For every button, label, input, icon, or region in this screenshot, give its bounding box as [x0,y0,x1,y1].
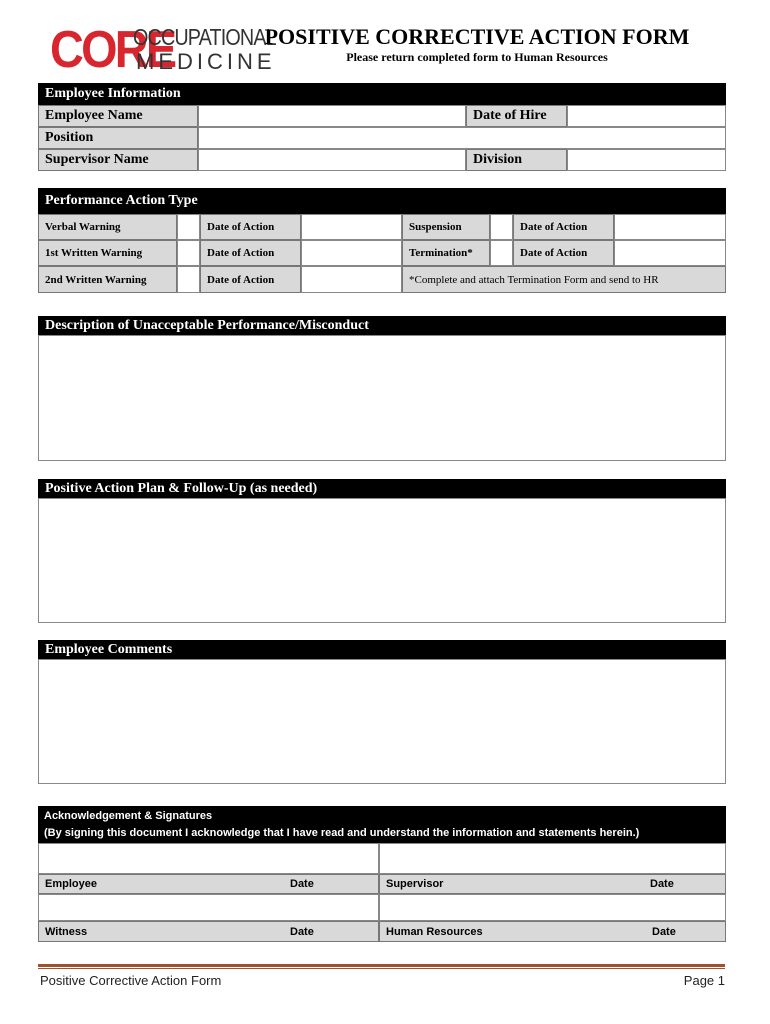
verbal-date-label: Date of Action [200,214,301,240]
termination-label: Termination* [402,240,490,266]
section-title: Employee Comments [45,641,173,657]
footer-page-number: Page 1 [683,973,725,988]
logo-medicine-text: MEDICINE [136,49,276,74]
witness-date-label: Date [290,925,314,938]
employee-comments-textarea[interactable] [38,659,726,784]
employee-label: Employee [45,878,97,890]
section-title: Performance Action Type [45,193,198,208]
description-header [38,316,726,335]
verbal-warning-label: Verbal Warning [38,214,177,240]
supervisor-name-field[interactable] [198,149,466,171]
second-written-date-label: Date of Action [200,266,301,293]
termination-date-field[interactable] [614,240,726,266]
supervisor-date-label: Date [650,878,674,890]
termination-date-label: Date of Action [513,240,614,266]
suspension-label: Suspension [402,214,490,240]
employee-signature-label-row [38,874,379,894]
first-written-warning-checkbox[interactable] [177,240,200,266]
description-textarea[interactable] [38,335,726,461]
witness-signature-label-row [38,921,379,942]
position-field[interactable] [198,127,726,149]
suspension-date-label: Date of Action [513,214,614,240]
witness-signature-field[interactable] [38,894,379,921]
witness-label: Witness [45,925,88,938]
supervisor-signature-field[interactable] [379,843,726,874]
verbal-date-field[interactable] [301,214,402,240]
employee-date-label: Date [290,878,314,890]
footer-rule-thin [38,968,725,969]
employee-info-header [38,83,726,105]
hr-signature-label-row [379,921,726,942]
first-written-date-label: Date of Action [200,240,301,266]
supervisor-signature-label-row [379,874,726,894]
date-of-hire-label: Date of Hire [466,105,567,127]
acknowledgement-title: Acknowledgement & Signatures [44,810,213,822]
footer-form-name: Positive Corrective Action Form [40,973,222,988]
division-label: Division [466,149,567,171]
first-written-date-field[interactable] [301,240,402,266]
employee-name-label: Employee Name [38,105,198,127]
termination-note: *Complete and attach Termination Form and send to HR [402,266,726,293]
verbal-warning-checkbox[interactable] [177,214,200,240]
date-of-hire-field[interactable] [567,105,726,127]
second-written-warning-checkbox[interactable] [177,266,200,293]
second-written-warning-label: 2nd Written Warning [38,266,177,293]
suspension-checkbox[interactable] [490,214,513,240]
action-plan-textarea[interactable] [38,498,726,623]
division-field[interactable] [567,149,726,171]
section-title: Employee Information [45,86,181,101]
employee-comments-header [38,640,726,659]
form-title: POSITIVE CORRECTIVE ACTION FORM [264,24,690,49]
footer-rule [38,964,725,967]
employee-signature-field[interactable] [38,843,379,874]
section-title: Description of Unacceptable Performance/Misconduct [45,317,369,333]
hr-label: Human Resources [386,925,483,938]
form-subtitle: Please return completed form to Human Resources [346,50,608,64]
supervisor-label: Supervisor [386,878,444,890]
logo-core-text: CORE [50,21,175,79]
first-written-warning-label: 1st Written Warning [38,240,177,266]
supervisor-name-label: Supervisor Name [38,149,198,171]
acknowledgement-header [38,806,726,843]
acknowledgement-statement: (By signing this document I acknowledge that I have read and understand the information and statements herein.) [44,827,640,839]
action-plan-header [38,479,726,498]
termination-checkbox[interactable] [490,240,513,266]
hr-signature-field[interactable] [379,894,726,921]
position-label: Position [38,127,198,149]
logo-occupational-text: OCCUPATIONAL [133,24,276,50]
suspension-date-field[interactable] [614,214,726,240]
section-title: Positive Action Plan & Follow-Up (as needed) [45,480,318,496]
hr-date-label: Date [652,925,676,938]
employee-name-field[interactable] [198,105,466,127]
performance-action-header [38,188,726,214]
second-written-date-field[interactable] [301,266,402,293]
